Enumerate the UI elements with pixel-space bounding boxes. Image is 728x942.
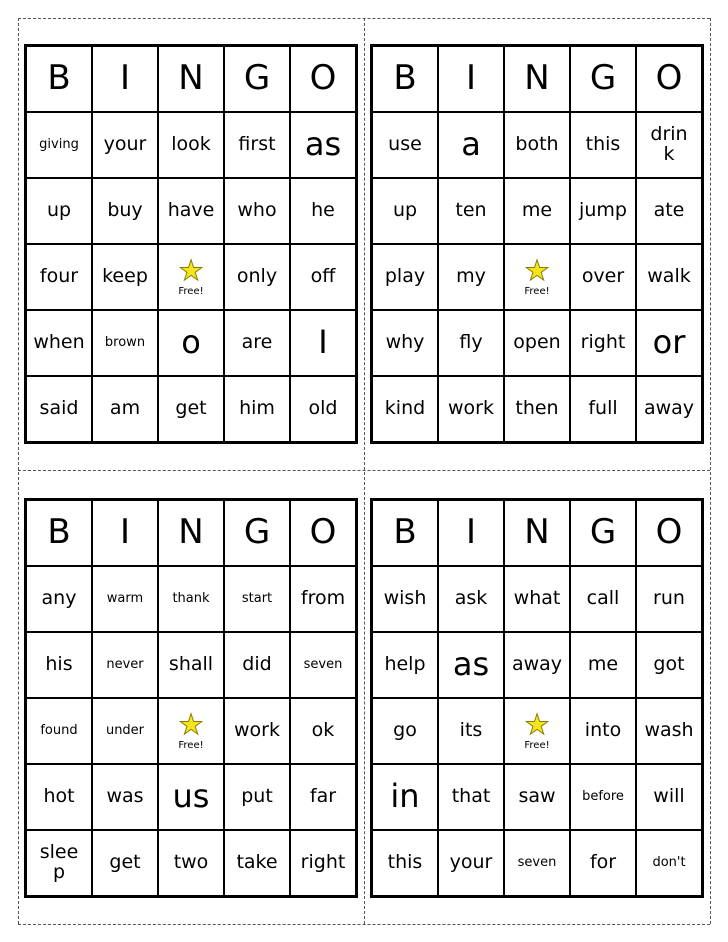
word-cell: work [224, 698, 290, 764]
word-cell: o [158, 310, 224, 376]
word-cell: off [290, 244, 356, 310]
word-cell: he [290, 178, 356, 244]
word-cell: him [224, 376, 290, 442]
word-cell: start [224, 566, 290, 632]
word-cell: before [570, 764, 636, 830]
word-cell: help [372, 632, 438, 698]
header-letter: G [570, 500, 636, 566]
bingo-card-1 [24, 44, 358, 444]
word-cell: never [92, 632, 158, 698]
word-cell: both [504, 112, 570, 178]
word-cell: away [504, 632, 570, 698]
word-cell: buy [92, 178, 158, 244]
word-cell: wash [636, 698, 702, 764]
free-label: Free! [178, 739, 204, 751]
word-cell: open [504, 310, 570, 376]
word-cell: was [92, 764, 158, 830]
word-cell: giving [26, 112, 92, 178]
word-cell: us [158, 764, 224, 830]
word-cell: then [504, 376, 570, 442]
free-space [504, 244, 570, 310]
header-letter: N [158, 500, 224, 566]
header-letter: O [636, 46, 702, 112]
word-cell: right [290, 830, 356, 896]
word-cell: work [438, 376, 504, 442]
header-letter: N [158, 46, 224, 112]
word-cell: why [372, 310, 438, 376]
word-cell: four [26, 244, 92, 310]
word-cell: your [438, 830, 504, 896]
word-cell: sleep [26, 830, 92, 896]
free-label: Free! [178, 285, 204, 297]
word-cell: walk [636, 244, 702, 310]
header-letter: G [224, 500, 290, 566]
word-cell: saw [504, 764, 570, 830]
word-cell: or [636, 310, 702, 376]
word-cell: up [372, 178, 438, 244]
word-cell: far [290, 764, 356, 830]
word-cell: in [372, 764, 438, 830]
free-label: Free! [524, 285, 550, 297]
word-cell: did [224, 632, 290, 698]
word-cell: jump [570, 178, 636, 244]
header-letter: O [636, 500, 702, 566]
word-cell: your [92, 112, 158, 178]
word-cell: take [224, 830, 290, 896]
word-cell: up [26, 178, 92, 244]
word-cell: thank [158, 566, 224, 632]
word-cell: ok [290, 698, 356, 764]
cut-line-left [18, 18, 19, 924]
word-cell: got [636, 632, 702, 698]
word-cell: as [290, 112, 356, 178]
word-cell: my [438, 244, 504, 310]
word-cell: what [504, 566, 570, 632]
word-cell: am [92, 376, 158, 442]
word-cell: wish [372, 566, 438, 632]
word-cell: don't [636, 830, 702, 896]
word-cell: who [224, 178, 290, 244]
word-cell: his [26, 632, 92, 698]
star-icon: ★ [178, 253, 204, 287]
word-cell: this [570, 112, 636, 178]
word-cell: get [92, 830, 158, 896]
header-letter: B [372, 46, 438, 112]
word-cell: play [372, 244, 438, 310]
word-cell: right [570, 310, 636, 376]
free-label: Free! [524, 739, 550, 751]
word-cell: seven [504, 830, 570, 896]
word-cell: brown [92, 310, 158, 376]
word-cell: over [570, 244, 636, 310]
cut-line-right [710, 18, 711, 924]
header-letter: I [92, 500, 158, 566]
free-space [158, 244, 224, 310]
word-cell: from [290, 566, 356, 632]
header-letter: I [92, 46, 158, 112]
word-cell: me [570, 632, 636, 698]
word-cell: go [372, 698, 438, 764]
word-cell: when [26, 310, 92, 376]
word-cell: found [26, 698, 92, 764]
word-cell: will [636, 764, 702, 830]
word-cell: I [290, 310, 356, 376]
word-cell: shall [158, 632, 224, 698]
cut-line-horizontal [18, 470, 710, 471]
word-cell: said [26, 376, 92, 442]
word-cell: ate [636, 178, 702, 244]
star-icon: ★ [524, 253, 550, 287]
word-cell: into [570, 698, 636, 764]
header-letter: G [570, 46, 636, 112]
header-letter: G [224, 46, 290, 112]
word-cell: are [224, 310, 290, 376]
star-icon: ★ [524, 707, 550, 741]
word-cell: call [570, 566, 636, 632]
word-cell: have [158, 178, 224, 244]
star-icon: ★ [178, 707, 204, 741]
word-cell: away [636, 376, 702, 442]
word-cell: its [438, 698, 504, 764]
word-cell: fly [438, 310, 504, 376]
word-cell: seven [290, 632, 356, 698]
free-space [504, 698, 570, 764]
cut-line-bottom [18, 924, 710, 925]
header-letter: I [438, 500, 504, 566]
free-space [158, 698, 224, 764]
word-cell: any [26, 566, 92, 632]
word-cell: two [158, 830, 224, 896]
word-cell: put [224, 764, 290, 830]
bingo-card-4 [370, 498, 704, 898]
word-cell: ten [438, 178, 504, 244]
header-letter: O [290, 500, 356, 566]
header-letter: O [290, 46, 356, 112]
word-cell: old [290, 376, 356, 442]
word-cell: first [224, 112, 290, 178]
header-letter: B [372, 500, 438, 566]
word-cell: this [372, 830, 438, 896]
word-cell: me [504, 178, 570, 244]
word-cell: under [92, 698, 158, 764]
header-letter: N [504, 500, 570, 566]
word-cell: get [158, 376, 224, 442]
header-letter: B [26, 46, 92, 112]
word-cell: as [438, 632, 504, 698]
word-cell: full [570, 376, 636, 442]
cut-line-vertical [364, 18, 365, 924]
bingo-card-3 [24, 498, 358, 898]
word-cell: warm [92, 566, 158, 632]
word-cell: for [570, 830, 636, 896]
word-cell: look [158, 112, 224, 178]
word-cell: keep [92, 244, 158, 310]
header-letter: B [26, 500, 92, 566]
word-cell: that [438, 764, 504, 830]
bingo-card-2 [370, 44, 704, 444]
header-letter: N [504, 46, 570, 112]
word-cell: drink [636, 112, 702, 178]
header-letter: I [438, 46, 504, 112]
word-cell: only [224, 244, 290, 310]
word-cell: ask [438, 566, 504, 632]
word-cell: a [438, 112, 504, 178]
word-cell: use [372, 112, 438, 178]
word-cell: hot [26, 764, 92, 830]
word-cell: kind [372, 376, 438, 442]
word-cell: run [636, 566, 702, 632]
